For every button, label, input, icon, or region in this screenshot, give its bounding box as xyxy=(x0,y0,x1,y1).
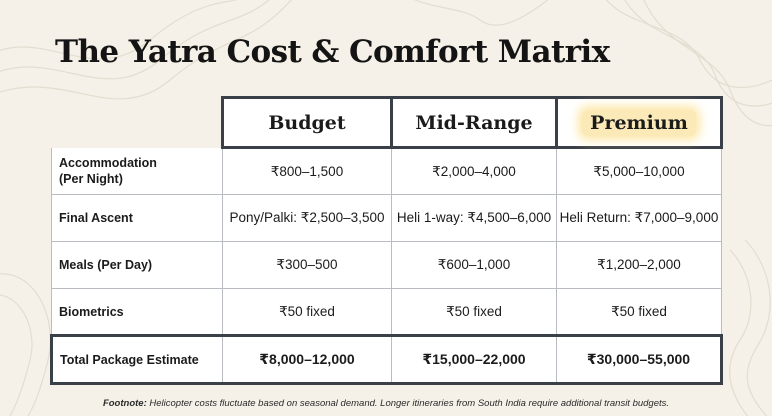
table-cell: ₹300–500 xyxy=(223,242,392,289)
footnote-text: Helicopter costs fluctuate based on seasonal demand. Longer itineraries from South India require additional transit budgets. xyxy=(146,398,670,409)
cost-comfort-matrix xyxy=(50,96,723,385)
table-cell: ₹50 fixed xyxy=(557,289,722,336)
column-header-budget: Budget xyxy=(223,98,392,148)
row-label-final-ascent: Final Ascent xyxy=(52,195,223,242)
table-cell: ₹1,200–2,000 xyxy=(557,242,722,289)
table-cell: ₹50 fixed xyxy=(223,289,392,336)
page-title: The Yatra Cost & Comfort Matrix xyxy=(55,34,610,70)
table-cell: Heli 1-way: ₹4,500–6,000 xyxy=(392,195,557,242)
table-cell: Heli Return: ₹7,000–9,000 xyxy=(557,195,722,242)
header-blank-cell xyxy=(52,98,223,148)
row-label-biometrics: Biometrics xyxy=(52,289,223,336)
total-cell-premium: ₹30,000–55,000 xyxy=(557,336,722,384)
total-cell-budget: ₹8,000–12,000 xyxy=(223,336,392,384)
table-row xyxy=(52,195,722,242)
footnote-prefix: Footnote: xyxy=(102,398,147,409)
header-row xyxy=(52,98,722,148)
total-row xyxy=(52,336,722,384)
row-label-total: Total Package Estimate xyxy=(52,336,223,384)
table-row xyxy=(52,289,722,336)
column-header-mid-range: Mid-Range xyxy=(392,98,557,148)
table-row xyxy=(52,148,722,195)
total-cell-mid-range: ₹15,000–22,000 xyxy=(392,336,557,384)
row-label-accommodation xyxy=(52,148,223,195)
table-cell: ₹50 fixed xyxy=(392,289,557,336)
row-label-text: Accommodation (Per Night) xyxy=(59,155,157,186)
table-cell: ₹2,000–4,000 xyxy=(392,148,557,195)
footnote xyxy=(0,398,772,409)
table-cell: ₹600–1,000 xyxy=(392,242,557,289)
column-header-premium xyxy=(557,98,722,148)
table-cell: ₹800–1,500 xyxy=(223,148,392,195)
row-label-meals: Meals (Per Day) xyxy=(52,242,223,289)
premium-highlight-label: Premium xyxy=(582,110,696,136)
table-row xyxy=(52,242,722,289)
table-cell: ₹5,000–10,000 xyxy=(557,148,722,195)
table-cell: Pony/Palki: ₹2,500–3,500 xyxy=(223,195,392,242)
